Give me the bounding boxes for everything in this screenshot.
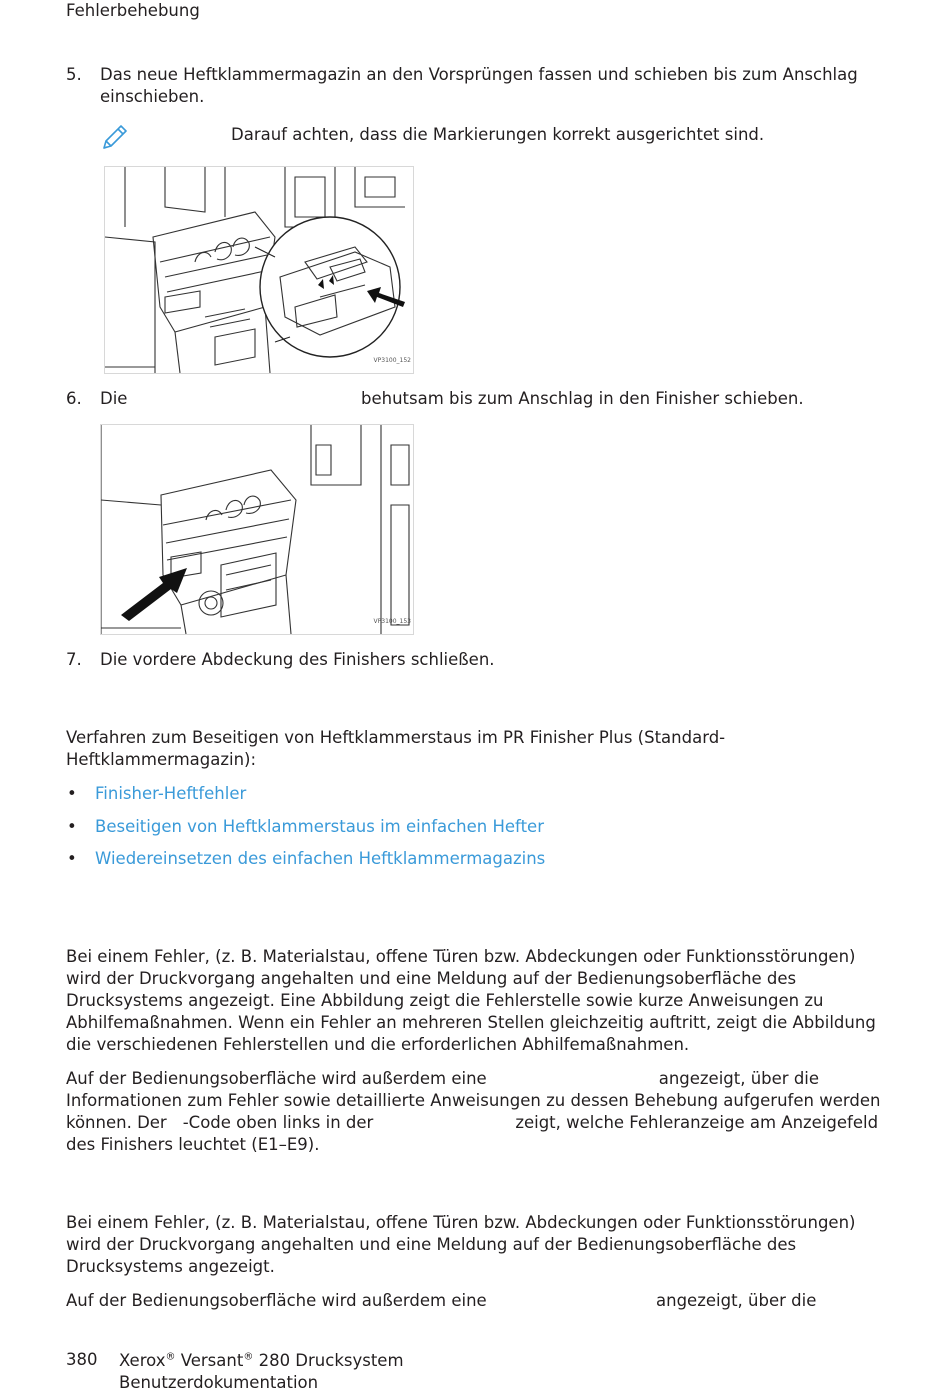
step-5-number: 5. bbox=[66, 65, 82, 84]
step-7-number: 7. bbox=[66, 650, 82, 669]
section1-paragraph-2 bbox=[66, 1068, 888, 1156]
bullet-icon: • bbox=[67, 784, 77, 803]
step-5-text: Das neue Heftklammermagazin an den Vorsprüngen fassen und schieben bis zum Anschlag einschieben. bbox=[100, 65, 858, 106]
bullet-icon: • bbox=[67, 817, 77, 836]
section1-p2-part-a: Auf der Bedienungsoberfläche wird außerdem eine bbox=[66, 1069, 487, 1088]
figure-id-label: VP3100_152 bbox=[373, 357, 411, 364]
link-text[interactable]: Beseitigen von Heftklammerstaus im einfachen Hefter bbox=[95, 817, 544, 836]
link-beseitigen-heftklammerstaus[interactable] bbox=[67, 816, 544, 838]
document-title-line-1: Xerox® Versant® 280 Drucksystem bbox=[119, 1351, 404, 1370]
step-5-note: Darauf achten, dass die Markierungen korrekt ausgerichtet sind. bbox=[231, 125, 765, 144]
section1-paragraph-1: Bei einem Fehler, (z. B. Materialstau, offene Türen bzw. Abdeckungen oder Funktionsstörungen) wird der Druckvorgang angehalten und eine Meldung auf der Bedienungsoberfläche des Drucksystems angezeigt. Eine Abbildung zeigt die Fehlerstelle sowie kurze Anweisungen zu Abhilfemaßnahmen. Wenn ein Fehler an mehreren Stellen gleichzeitig auftritt, zeigt die Abbildung die verschiedenen Fehlerstellen und die erforderlichen Abhilfemaßnahmen. bbox=[66, 947, 876, 1054]
section1-p2-part-b: angezeigt, über die Informationen zum Fehler sowie detaillierte Anweisungen zu dessen Behebung aufgerufen werden können. Der bbox=[66, 1069, 881, 1132]
link-finisher-heftfehler[interactable] bbox=[67, 783, 247, 805]
pencil-icon bbox=[100, 122, 130, 152]
step-6-text-after: behutsam bis zum Anschlag in den Finisher schieben. bbox=[361, 389, 804, 408]
running-header: Fehlerbehebung bbox=[66, 1, 200, 20]
figure-id-label: VP3100_153 bbox=[373, 618, 411, 625]
section1-p2-part-d: zeigt, welche Fehleranzeige am Anzeigefeld des Finishers leuchtet (E1–E9). bbox=[66, 1113, 879, 1154]
procedures-intro: Verfahren zum Beseitigen von Heftklammerstaus im PR Finisher Plus (Standard-Heftklammermagazin): bbox=[66, 728, 726, 769]
step-6-number: 6. bbox=[66, 389, 82, 408]
document-title-line-2: Benutzerdokumentation bbox=[119, 1373, 319, 1392]
section2-p2-part-a: Auf der Bedienungsoberfläche wird außerdem eine bbox=[66, 1291, 487, 1310]
bullet-icon: • bbox=[67, 849, 77, 868]
stapler-unit-push-figure bbox=[100, 424, 414, 635]
section1-p2-part-c: -Code oben links in der bbox=[182, 1113, 374, 1132]
link-wiedereinsetzen-magazin[interactable] bbox=[67, 848, 546, 870]
step-7-text: Die vordere Abdeckung des Finishers schließen. bbox=[100, 650, 495, 669]
step-6-text-before: Die bbox=[100, 389, 128, 408]
section2-paragraph-1: Bei einem Fehler, (z. B. Materialstau, offene Türen bzw. Abdeckungen oder Funktionsstörungen) wird der Druckvorgang angehalten und eine Meldung auf der Bedienungsoberfläche des Drucksystems angezeigt. bbox=[66, 1213, 856, 1276]
document-title bbox=[119, 1350, 404, 1394]
link-text[interactable]: Wiedereinsetzen des einfachen Heftklammermagazins bbox=[95, 849, 546, 868]
stapler-cartridge-insert-figure bbox=[104, 166, 414, 374]
section2-p2-part-b: angezeigt, über die bbox=[656, 1291, 817, 1310]
link-text[interactable]: Finisher-Heftfehler bbox=[95, 784, 247, 803]
page-number: 380 bbox=[66, 1350, 98, 1369]
